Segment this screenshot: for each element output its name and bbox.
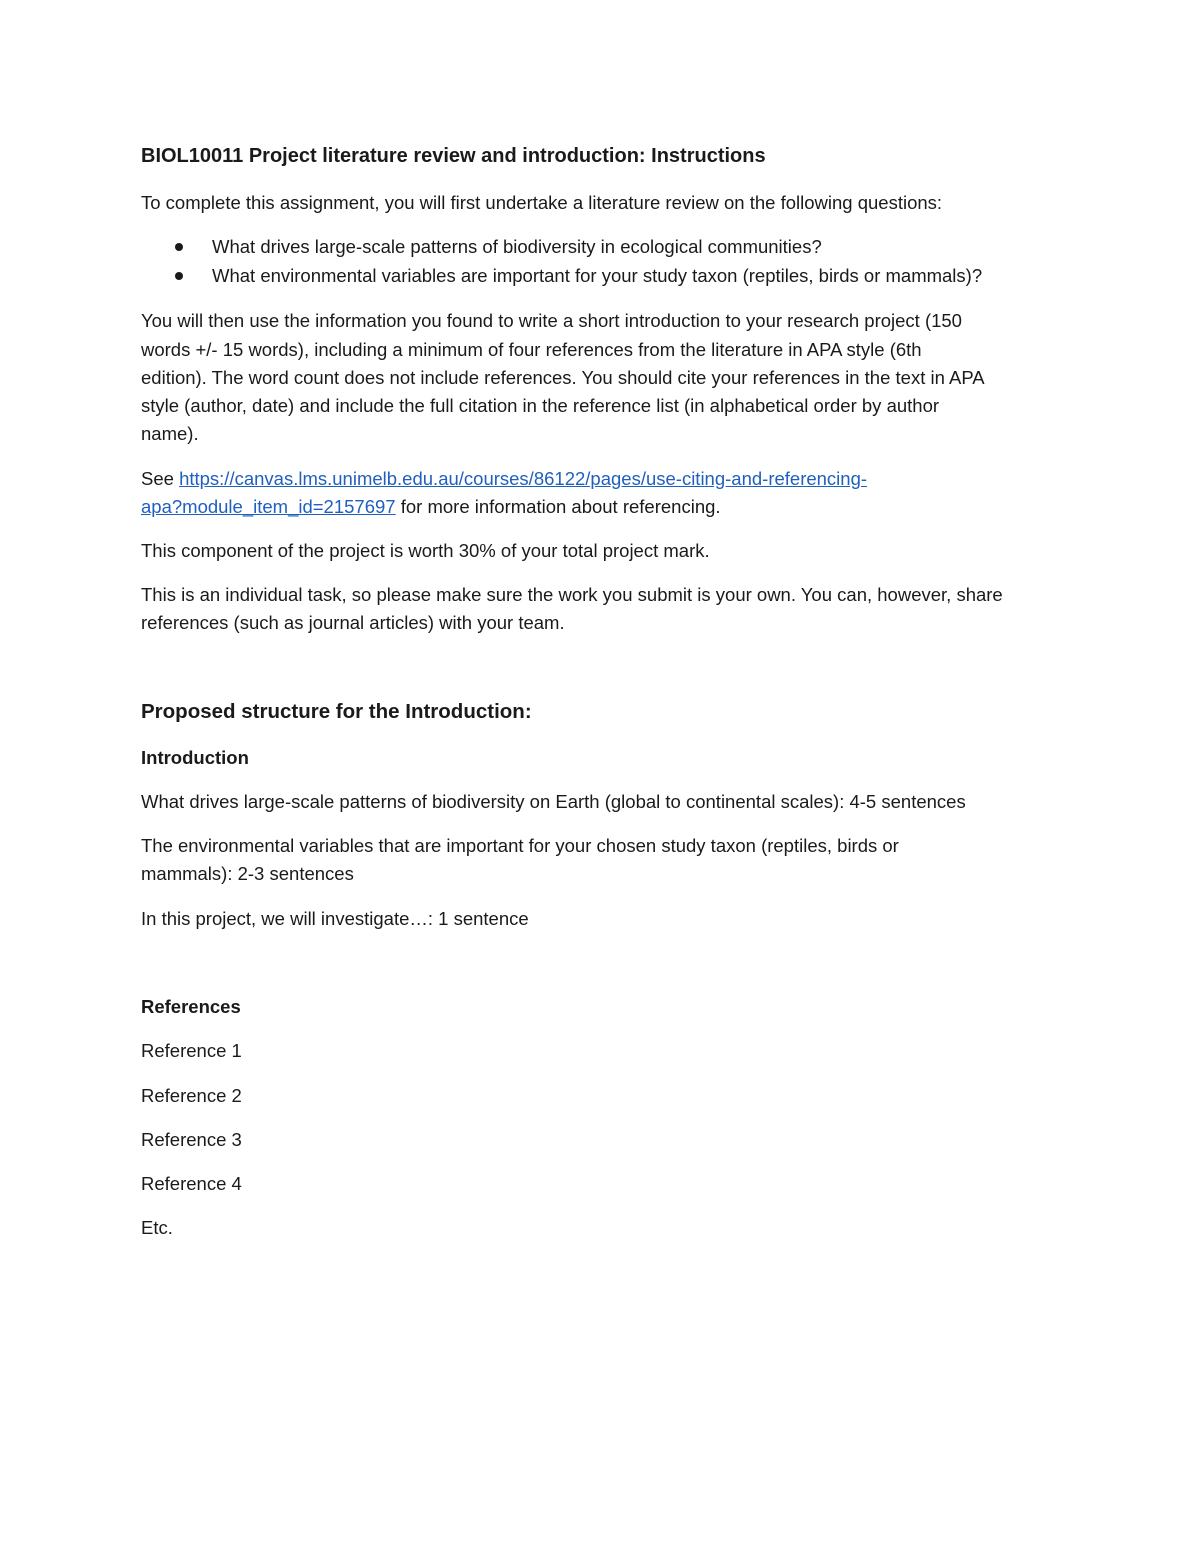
reference-link-line [141,493,721,521]
individual-line: This is an individual task, so please make sure the work you submit is your own. You can, however, share [141,584,1003,605]
reference-link-line [141,465,867,493]
see-suffix: for more information about referencing. [395,496,721,517]
structure-item: The environmental variables that are important for your chosen study taxon (reptiles, birds or [141,835,899,856]
task-line: name). [141,423,199,444]
reference-item: Reference 4 [141,1173,242,1194]
question-text: What environmental variables are important for your study taxon (reptiles, birds or mammals)? [212,265,983,286]
document-title: BIOL10011 Project literature review and introduction: Instructions [141,145,766,167]
structure-item: In this project, we will investigate…: 1 sentence [141,908,529,929]
structure-heading: Proposed structure for the Introduction: [141,700,532,723]
introduction-subheading: Introduction [141,747,249,768]
see-prefix: See [141,468,180,489]
reference-item: Reference 3 [141,1129,242,1150]
individual-line: references (such as journal articles) with your team. [141,612,565,633]
task-line: You will then use the information you found to write a short introduction to your research project (150 [141,310,962,331]
reference-item: Etc. [141,1217,173,1238]
references-heading: References [141,996,241,1017]
task-line: style (author, date) and include the full citation in the reference list (in alphabetical order by author [141,395,940,416]
structure-item: mammals): 2-3 sentences [141,863,354,884]
bullet-icon [175,243,183,251]
question-text: What drives large-scale patterns of biodiversity in ecological communities? [212,236,822,257]
referencing-link[interactable]: apa?module_item_id=2157697 [141,496,396,517]
structure-item: What drives large-scale patterns of biodiversity on Earth (global to continental scales): 4-5 sentences [141,791,966,812]
reference-item: Reference 2 [141,1085,242,1106]
referencing-link[interactable]: https://canvas.lms.unimelb.edu.au/courses/86122/pages/use-citing-and-referencing- [179,468,868,489]
bullet-icon [175,272,183,280]
task-line: words +/- 15 words), including a minimum of four references from the literature in APA style (6th [141,339,922,360]
task-line: edition). The word count does not include references. You should cite your references in the text in APA [141,367,985,388]
intro-paragraph: To complete this assignment, you will first undertake a literature review on the following questions: [141,192,943,213]
worth-paragraph: This component of the project is worth 30% of your total project mark. [141,540,710,561]
reference-item: Reference 1 [141,1040,242,1061]
